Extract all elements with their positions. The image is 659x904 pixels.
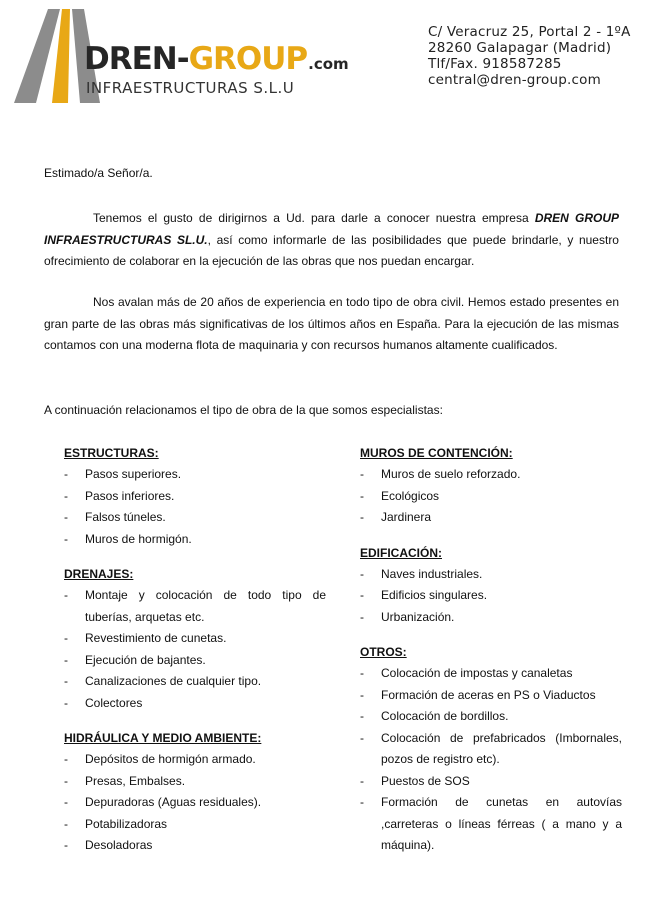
list-item xyxy=(64,771,326,793)
list-item xyxy=(360,486,622,508)
list-item-text: Muros de suelo reforzado. xyxy=(381,467,521,481)
list-item xyxy=(64,486,326,508)
list-item xyxy=(64,507,326,529)
logo-wordmark-dren: DREN- xyxy=(84,41,189,77)
list-item xyxy=(64,693,326,715)
list-item-text: Ecológicos xyxy=(381,488,440,503)
list-item-text: Pasos superiores. xyxy=(85,467,182,481)
section-title: HIDRÁULICA Y MEDIO AMBIENTE: xyxy=(64,731,262,745)
list-item-text: Revestimiento de cunetas. xyxy=(85,631,227,645)
list-item-text: Muros de hormigón. xyxy=(85,531,192,546)
list-dash: - xyxy=(360,588,364,602)
section-title: OTROS: xyxy=(360,645,407,659)
list-dash: - xyxy=(360,467,364,481)
list-item xyxy=(64,792,326,814)
list-item xyxy=(64,585,326,628)
logo-wordmark-dotcom: .com xyxy=(308,55,349,73)
list-item-text: Colocación de bordillos. xyxy=(381,709,509,723)
company-logo xyxy=(12,6,349,106)
company-address xyxy=(428,24,631,88)
section-list xyxy=(360,464,622,529)
list-item xyxy=(360,728,622,771)
list-item-text: Formación de cunetas en autovías ,carreteras o líneas férreas ( a mano y a máquina). xyxy=(381,795,622,852)
list-item xyxy=(360,585,622,607)
list-dash: - xyxy=(360,773,364,788)
experience-paragraph xyxy=(44,292,619,357)
list-item xyxy=(64,650,326,672)
list-dash: - xyxy=(360,566,364,581)
company-name: DREN GROUP INFRAESTRUCTURAS SL.U. xyxy=(44,211,620,247)
list-item xyxy=(360,663,622,685)
list-dash: - xyxy=(360,730,364,745)
section-title: ESTRUCTURAS: xyxy=(64,446,159,460)
list-dash: - xyxy=(360,709,364,723)
address-city: 28260 Galapagar (Madrid) xyxy=(428,40,612,56)
specialty-section xyxy=(64,728,326,857)
section-list xyxy=(360,564,622,629)
list-item xyxy=(64,835,326,857)
section-title: EDIFICACIÓN: xyxy=(360,545,442,560)
list-item-text: Desoladoras xyxy=(85,838,153,852)
list-item xyxy=(360,706,622,728)
list-item-text: Falsos túneles. xyxy=(85,510,166,524)
list-item-text: Depuradoras (Aguas residuales). xyxy=(85,795,262,809)
list-item-text: Naves industriales. xyxy=(381,566,483,581)
greeting: Estimado/a Señor/a. xyxy=(44,166,153,180)
logo-wordmark xyxy=(84,41,349,77)
section-list xyxy=(64,749,326,857)
list-item-text: Canalizaciones de cualquier tipo. xyxy=(85,674,262,688)
list-dash: - xyxy=(64,510,68,524)
list-item xyxy=(64,529,326,551)
list-dash: - xyxy=(64,531,68,546)
section-list xyxy=(64,464,326,550)
list-item-text: Colocación de impostas y canaletas xyxy=(381,666,573,680)
list-dash: - xyxy=(64,752,68,766)
list-dash: - xyxy=(360,510,364,524)
list-dash: - xyxy=(360,488,364,503)
specialty-section xyxy=(360,642,622,857)
list-item xyxy=(64,749,326,771)
address-street: C/ Veracruz 25, Portal 2 - 1ºA xyxy=(428,24,631,40)
list-dash: - xyxy=(64,695,68,710)
list-item-text: Depósitos de hormigón armado. xyxy=(85,752,256,766)
list-dash: - xyxy=(360,795,364,809)
list-item-text: Urbanización. xyxy=(381,609,455,624)
list-item xyxy=(360,792,622,857)
logo-subtitle: INFRAESTRUCTURAS S.L.U xyxy=(86,79,295,97)
list-item-text: Edificios singulares. xyxy=(381,588,488,602)
intro-text-continued: , así como informarle de las posibilidades que puede brindarle, y nuestro ofrecimiento de colaborar en la ejecución de las obras que nos puedan encargar. xyxy=(44,232,619,268)
intro-paragraph xyxy=(44,208,619,273)
list-dash: - xyxy=(64,816,68,831)
list-dash: - xyxy=(64,795,68,809)
list-item-text: Formación de aceras en PS o Viaductos xyxy=(381,687,596,702)
section-title: DRENAJES: xyxy=(64,567,134,581)
list-item-text: Colocación de prefabricados (Imbornales, pozos de registro etc). xyxy=(381,730,622,766)
list-item xyxy=(360,507,622,529)
list-item-text: Ejecución de bajantes. xyxy=(85,652,206,667)
specialties-intro: A continuación relacionamos el tipo de obra de la que somos especialistas: xyxy=(44,403,443,417)
list-dash: - xyxy=(360,609,364,624)
address-email: central@dren-group.com xyxy=(428,72,601,88)
list-dash: - xyxy=(360,687,364,702)
experience-text: Nos avalan más de 20 años de experiencia en todo tipo de obra civil. Hemos estado presentes en gran parte de las obras más significativas de los últimos años en España. Para la ejecución de las mismas contamos con una moderna flota de maquinaria y con recursos humanos altamente cualificados. xyxy=(44,295,619,352)
list-dash: - xyxy=(64,488,68,503)
list-dash: - xyxy=(64,588,68,602)
list-dash: - xyxy=(64,652,68,667)
specialty-section xyxy=(64,443,326,550)
list-dash: - xyxy=(64,773,68,788)
list-item-text: Colectores xyxy=(85,695,143,710)
list-item-text: Puestos de SOS xyxy=(381,773,470,788)
list-item-text: Jardinera xyxy=(381,510,432,524)
list-dash: - xyxy=(64,631,68,645)
list-item-text: Presas, Embalses. xyxy=(85,773,186,788)
section-title: MUROS DE CONTENCIÓN: xyxy=(360,446,513,460)
list-item xyxy=(360,771,622,793)
list-item xyxy=(64,671,326,693)
address-phone: Tlf/Fax. 918587285 xyxy=(428,56,562,72)
list-dash: - xyxy=(360,666,364,680)
intro-text: Tenemos el gusto de dirigirnos a Ud. para darle a conocer nuestra empresa xyxy=(93,211,535,225)
list-item xyxy=(64,628,326,650)
specialty-section xyxy=(360,443,622,529)
section-list xyxy=(64,585,326,714)
list-item-text: Potabilizadoras xyxy=(85,816,168,831)
list-item xyxy=(360,685,622,707)
specialties-left-column xyxy=(64,443,326,871)
list-dash: - xyxy=(64,838,68,852)
specialty-section xyxy=(360,543,622,629)
list-dash: - xyxy=(64,467,68,481)
list-item-text: Montaje y colocación de todo tipo de tuberías, arquetas etc. xyxy=(85,588,326,624)
list-item-text: Pasos inferiores. xyxy=(85,488,175,503)
list-item xyxy=(360,564,622,586)
list-dash: - xyxy=(64,674,68,688)
section-list xyxy=(360,663,622,857)
list-item xyxy=(360,607,622,629)
logo-wordmark-group: GROUP xyxy=(188,41,308,77)
specialty-section xyxy=(64,564,326,714)
specialties-right-column xyxy=(360,443,622,871)
list-item xyxy=(64,814,326,836)
list-item xyxy=(360,464,622,486)
list-item xyxy=(64,464,326,486)
